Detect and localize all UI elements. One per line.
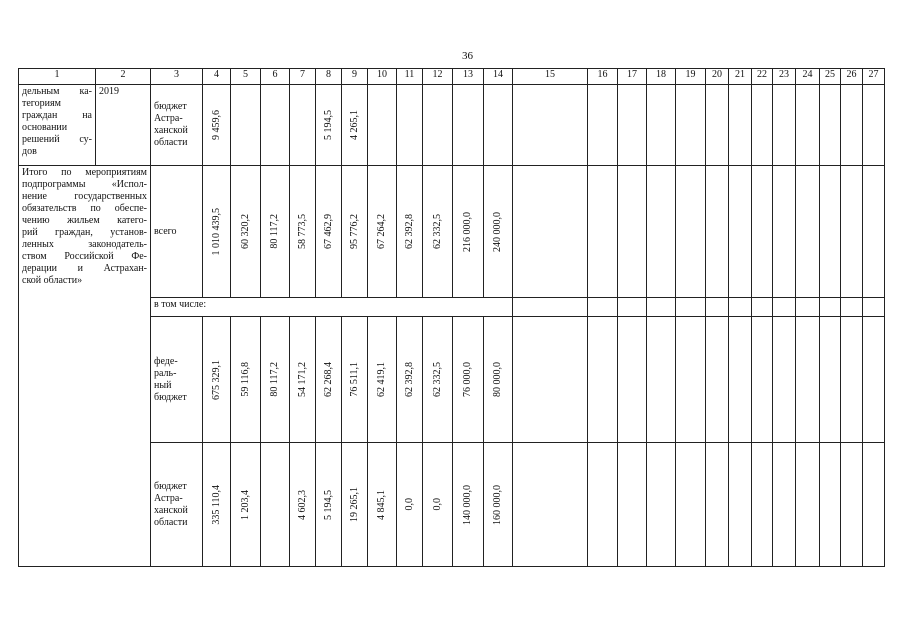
empty-cell xyxy=(729,317,752,443)
empty-cell xyxy=(588,298,618,317)
value-text: 5 194,5 xyxy=(322,489,334,520)
empty-cell xyxy=(513,443,588,567)
value-cell xyxy=(453,317,484,443)
empty-cell xyxy=(588,317,618,443)
empty-cell xyxy=(706,298,729,317)
value-cell xyxy=(290,85,316,166)
value-cell xyxy=(484,166,513,298)
value-cell xyxy=(423,443,453,567)
empty-cell xyxy=(676,166,706,298)
empty-cell xyxy=(647,85,676,166)
value-cell xyxy=(484,443,513,567)
value-cell xyxy=(484,317,513,443)
funding-source: всего xyxy=(151,166,203,298)
value-text: 335 110,4 xyxy=(210,484,222,525)
empty-cell xyxy=(647,298,676,317)
col-header: 2 xyxy=(96,69,151,85)
empty-cell xyxy=(618,317,647,443)
empty-cell xyxy=(863,166,885,298)
empty-cell xyxy=(676,317,706,443)
measure-description: дельным ка- тегориям граждан на основании решений су- дов xyxy=(19,85,96,166)
table-row xyxy=(19,166,885,298)
empty-cell xyxy=(796,317,820,443)
empty-cell xyxy=(773,317,796,443)
value-text: 62 392,8 xyxy=(403,362,415,397)
col-header: 1 xyxy=(19,69,96,85)
empty-cell xyxy=(796,298,820,317)
empty-cell xyxy=(796,85,820,166)
col-header: 10 xyxy=(368,69,397,85)
empty-cell xyxy=(841,317,863,443)
empty-cell xyxy=(647,443,676,567)
value-text: 4 845,1 xyxy=(376,489,387,520)
column-number-row xyxy=(19,69,885,85)
value-text: 95 776,2 xyxy=(348,214,360,249)
col-header: 21 xyxy=(729,69,752,85)
col-header: 25 xyxy=(820,69,841,85)
empty-cell xyxy=(647,166,676,298)
value-text: 76 511,1 xyxy=(348,362,360,397)
empty-cell xyxy=(820,85,841,166)
value-cell xyxy=(290,443,316,567)
empty-cell xyxy=(618,443,647,567)
value-text: 58 773,5 xyxy=(296,214,308,249)
value-text: 9 459,6 xyxy=(210,110,222,140)
empty-cell xyxy=(796,443,820,567)
empty-cell xyxy=(820,166,841,298)
value-cell xyxy=(484,85,513,166)
value-cell xyxy=(397,166,423,298)
value-text: 62 419,1 xyxy=(376,362,387,397)
value-text: 67 462,9 xyxy=(322,214,334,249)
value-text: 216 000,0 xyxy=(462,211,473,252)
value-cell xyxy=(368,166,397,298)
value-cell xyxy=(316,443,342,567)
value-text: 76 000,0 xyxy=(462,362,473,397)
col-header: 18 xyxy=(647,69,676,85)
value-cell xyxy=(203,443,231,567)
empty-cell xyxy=(752,317,773,443)
value-text: 4 265,1 xyxy=(348,110,360,140)
empty-cell xyxy=(820,298,841,317)
empty-cell xyxy=(729,85,752,166)
value-text: 67 264,2 xyxy=(376,214,387,249)
col-header: 12 xyxy=(423,69,453,85)
col-header: 3 xyxy=(151,69,203,85)
value-cell xyxy=(397,317,423,443)
empty-cell xyxy=(752,166,773,298)
empty-cell xyxy=(820,317,841,443)
empty-cell xyxy=(820,443,841,567)
col-header: 14 xyxy=(484,69,513,85)
value-cell xyxy=(397,443,423,567)
empty-cell xyxy=(676,298,706,317)
value-cell xyxy=(231,166,261,298)
empty-cell xyxy=(773,298,796,317)
col-header: 22 xyxy=(752,69,773,85)
value-text: 0,0 xyxy=(403,498,415,511)
funding-source: бюджет Астра- ханской области xyxy=(151,443,203,567)
value-text: 5 194,5 xyxy=(322,110,334,140)
value-text: 4 602,3 xyxy=(296,489,308,520)
empty-cell xyxy=(863,317,885,443)
value-cell xyxy=(261,443,290,567)
value-text: 80 117,2 xyxy=(269,362,280,397)
value-cell xyxy=(368,85,397,166)
empty-cell xyxy=(863,85,885,166)
empty-cell xyxy=(513,298,588,317)
empty-cell xyxy=(863,298,885,317)
value-cell xyxy=(368,317,397,443)
table-row xyxy=(19,85,885,166)
empty-cell xyxy=(706,443,729,567)
col-header: 20 xyxy=(706,69,729,85)
empty-cell xyxy=(513,85,588,166)
empty-cell xyxy=(706,166,729,298)
empty-cell xyxy=(618,166,647,298)
col-header: 9 xyxy=(342,69,368,85)
empty-cell xyxy=(706,85,729,166)
value-cell xyxy=(203,317,231,443)
page-number: 36 xyxy=(462,50,473,62)
empty-cell xyxy=(588,85,618,166)
empty-cell xyxy=(752,85,773,166)
value-text: 1 203,4 xyxy=(239,489,251,520)
col-header: 5 xyxy=(231,69,261,85)
value-cell xyxy=(368,443,397,567)
value-cell xyxy=(203,166,231,298)
value-text: 160 000,0 xyxy=(492,484,503,525)
empty-cell xyxy=(676,85,706,166)
empty-cell xyxy=(588,166,618,298)
empty-cell xyxy=(618,298,647,317)
empty-cell xyxy=(773,443,796,567)
including-label: в том числе: xyxy=(151,298,513,317)
value-cell xyxy=(342,443,368,567)
value-cell xyxy=(261,166,290,298)
value-text: 54 171,2 xyxy=(296,362,308,397)
value-cell xyxy=(290,166,316,298)
col-header: 8 xyxy=(316,69,342,85)
value-cell xyxy=(231,317,261,443)
empty-cell xyxy=(841,298,863,317)
col-header: 19 xyxy=(676,69,706,85)
col-header: 16 xyxy=(588,69,618,85)
empty-cell xyxy=(752,298,773,317)
empty-cell xyxy=(729,166,752,298)
col-header: 23 xyxy=(773,69,796,85)
value-cell xyxy=(316,166,342,298)
value-text: 59 116,8 xyxy=(239,362,251,397)
value-cell xyxy=(342,85,368,166)
budget-table xyxy=(18,68,885,567)
value-cell xyxy=(261,85,290,166)
empty-cell xyxy=(618,85,647,166)
empty-cell xyxy=(729,443,752,567)
value-cell xyxy=(290,317,316,443)
value-cell xyxy=(231,85,261,166)
col-header: 13 xyxy=(453,69,484,85)
col-header: 11 xyxy=(397,69,423,85)
value-cell xyxy=(397,85,423,166)
empty-cell xyxy=(752,443,773,567)
value-cell xyxy=(342,317,368,443)
empty-cell xyxy=(676,443,706,567)
col-header: 17 xyxy=(618,69,647,85)
empty-cell xyxy=(773,166,796,298)
value-text: 62 268,4 xyxy=(322,362,334,397)
empty-cell xyxy=(513,317,588,443)
value-text: 62 332,5 xyxy=(431,362,443,397)
empty-cell xyxy=(513,166,588,298)
value-text: 80 000,0 xyxy=(492,362,503,397)
col-header: 6 xyxy=(261,69,290,85)
value-cell xyxy=(231,443,261,567)
empty-cell xyxy=(647,317,676,443)
value-text: 675 329,1 xyxy=(210,359,222,400)
value-cell xyxy=(453,443,484,567)
col-header: 24 xyxy=(796,69,820,85)
value-cell xyxy=(423,166,453,298)
value-text: 62 392,8 xyxy=(403,214,415,249)
value-cell xyxy=(316,85,342,166)
empty-cell xyxy=(773,85,796,166)
value-cell xyxy=(453,85,484,166)
value-cell xyxy=(203,85,231,166)
col-header: 26 xyxy=(841,69,863,85)
value-text: 80 117,2 xyxy=(269,214,280,249)
value-text: 19 265,1 xyxy=(348,487,360,522)
value-text: 1 010 439,5 xyxy=(210,207,222,256)
value-cell xyxy=(453,166,484,298)
value-text: 60 320,2 xyxy=(239,214,251,249)
empty-cell xyxy=(841,166,863,298)
value-text: 0,0 xyxy=(431,498,443,511)
col-header: 7 xyxy=(290,69,316,85)
value-text: 240 000,0 xyxy=(492,211,503,252)
empty-cell xyxy=(796,166,820,298)
subprogram-total-description: Итого по мероприятиям подпрограммы «Испол- нение государственных обязательств по обеспе- чению жильем катего- рий граждан, установ- ленных законодатель- ством Российской Фе- дерации и Астрахан- ской области» xyxy=(19,166,151,567)
col-header: 4 xyxy=(203,69,231,85)
year-cell: 2019 xyxy=(96,85,151,166)
value-cell xyxy=(342,166,368,298)
value-cell xyxy=(261,317,290,443)
empty-cell xyxy=(863,443,885,567)
value-cell xyxy=(316,317,342,443)
empty-cell xyxy=(706,317,729,443)
funding-source: бюджет Астра- ханской области xyxy=(151,85,203,166)
empty-cell xyxy=(841,85,863,166)
value-text: 140 000,0 xyxy=(462,484,473,525)
col-header: 27 xyxy=(863,69,885,85)
empty-cell xyxy=(588,443,618,567)
empty-cell xyxy=(841,443,863,567)
value-text: 62 332,5 xyxy=(431,214,443,249)
empty-cell xyxy=(729,298,752,317)
funding-source: феде- раль- ный бюджет xyxy=(151,317,203,443)
value-cell xyxy=(423,85,453,166)
col-header: 15 xyxy=(513,69,588,85)
value-cell xyxy=(423,317,453,443)
